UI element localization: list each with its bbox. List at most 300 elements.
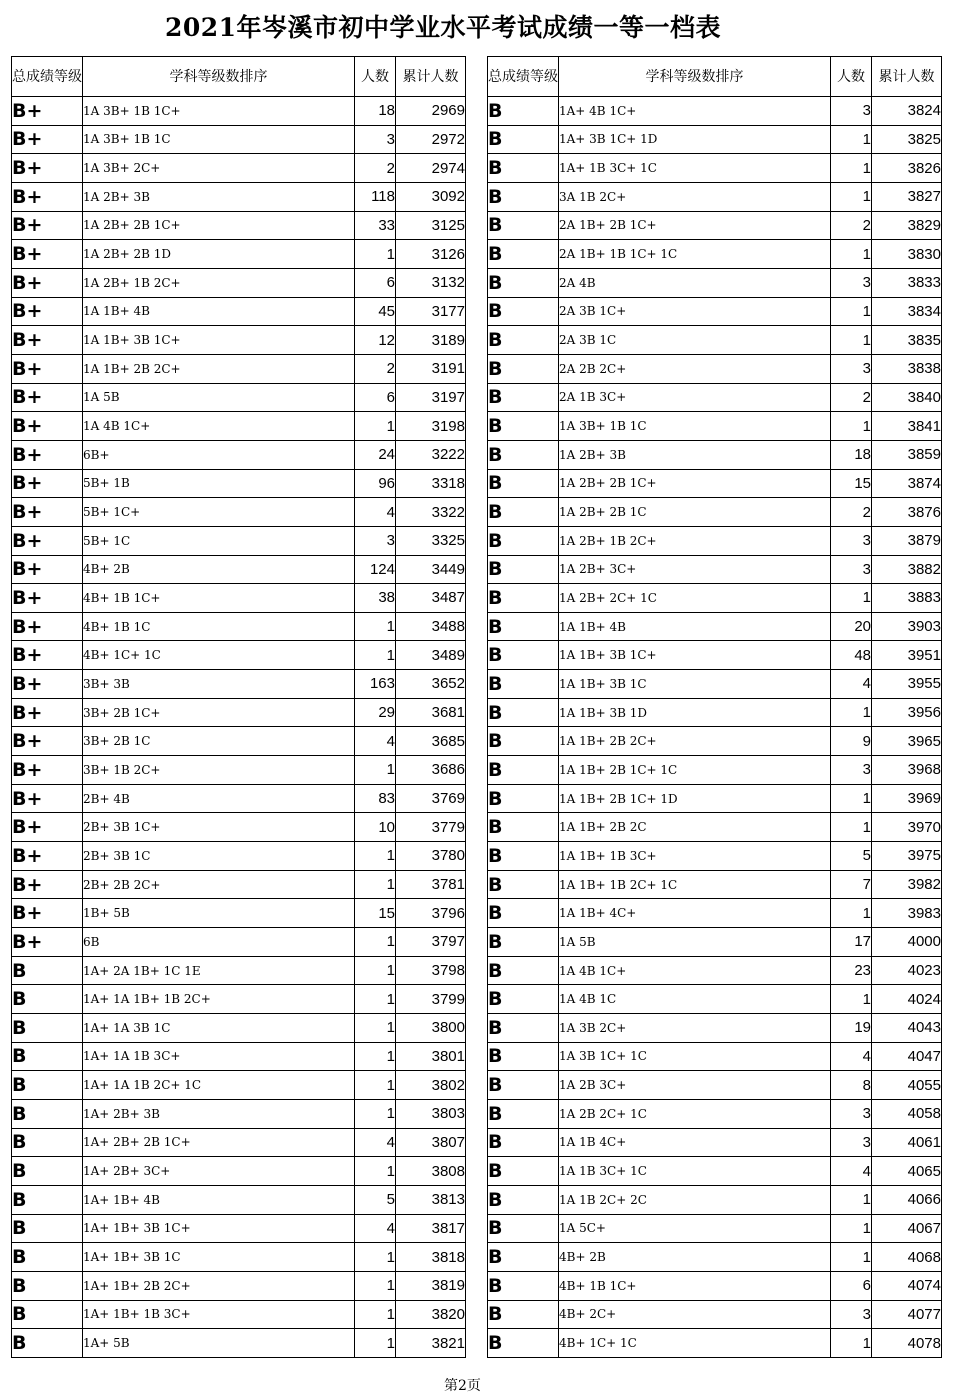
combo-cell: 1A 2B 2C+ 1C	[559, 1099, 831, 1128]
table-row	[488, 412, 942, 441]
grade-cell: B+	[12, 727, 83, 756]
count-cell: 3	[831, 354, 872, 383]
grade-cell: B	[488, 555, 559, 584]
header-cumulative: 累计人数	[396, 57, 466, 97]
cumulative-cell: 3819	[396, 1271, 466, 1300]
cumulative-cell: 3838	[872, 354, 942, 383]
grade-cell: B	[12, 1300, 83, 1329]
count-cell: 33	[355, 211, 396, 240]
table-row	[12, 1157, 466, 1186]
cumulative-cell: 4068	[872, 1243, 942, 1272]
grade-cell: B	[488, 899, 559, 928]
count-cell: 1	[831, 584, 872, 613]
combo-cell: 1A 2B+ 2B 1D	[83, 240, 355, 269]
cumulative-cell: 3956	[872, 698, 942, 727]
combo-cell: 1A+ 2B+ 2B 1C+	[83, 1128, 355, 1157]
grade-cell: B	[488, 1128, 559, 1157]
grade-cell: B+	[12, 612, 83, 641]
count-cell: 1	[831, 182, 872, 211]
grade-cell: B+	[12, 928, 83, 957]
count-cell: 24	[355, 440, 396, 469]
cumulative-cell: 3685	[396, 727, 466, 756]
cumulative-cell: 3970	[872, 813, 942, 842]
cumulative-cell: 3801	[396, 1042, 466, 1071]
combo-cell: 1A 1B+ 3B 1C+	[83, 326, 355, 355]
count-cell: 1	[355, 1243, 396, 1272]
combo-cell: 1A 1B+ 3B 1D	[559, 698, 831, 727]
count-cell: 6	[831, 1271, 872, 1300]
count-cell: 96	[355, 469, 396, 498]
count-cell: 1	[831, 784, 872, 813]
grade-cell: B	[12, 1185, 83, 1214]
grade-cell: B	[488, 440, 559, 469]
count-cell: 19	[831, 1014, 872, 1043]
count-cell: 7	[831, 870, 872, 899]
combo-cell: 2B+ 4B	[83, 784, 355, 813]
combo-cell: 4B+ 1B 1C	[83, 612, 355, 641]
cumulative-cell: 3781	[396, 870, 466, 899]
table-row	[488, 354, 942, 383]
count-cell: 18	[831, 440, 872, 469]
table-row	[488, 1300, 942, 1329]
grade-cell: B+	[12, 297, 83, 326]
table-row	[488, 498, 942, 527]
table-header-row	[488, 57, 942, 97]
table-row	[488, 784, 942, 813]
grade-cell: B	[488, 1099, 559, 1128]
grade-cell: B+	[12, 526, 83, 555]
table-row	[488, 182, 942, 211]
cumulative-cell: 3197	[396, 383, 466, 412]
combo-cell: 1A 5B	[559, 928, 831, 957]
table-row	[488, 670, 942, 699]
combo-cell: 4B+ 1B 1C+	[83, 584, 355, 613]
page-title: 2021年岑溪市初中学业水平考试成绩一等一档表	[164, 13, 722, 42]
combo-cell: 1A 2B+ 2B 1C+	[559, 469, 831, 498]
count-cell: 1	[355, 412, 396, 441]
combo-cell: 1A+ 1B+ 1B 3C+	[83, 1300, 355, 1329]
count-cell: 3	[831, 756, 872, 785]
grade-cell: B+	[12, 383, 83, 412]
table-row	[12, 182, 466, 211]
combo-cell: 2A 2B 2C+	[559, 354, 831, 383]
count-cell: 1	[355, 756, 396, 785]
cumulative-cell: 3841	[872, 412, 942, 441]
grade-cell: B+	[12, 641, 83, 670]
grade-cell: B	[12, 1271, 83, 1300]
table-row	[12, 383, 466, 412]
table-row	[488, 1271, 942, 1300]
count-cell: 2	[831, 383, 872, 412]
combo-cell: 1A+ 5B	[83, 1329, 355, 1358]
count-cell: 29	[355, 698, 396, 727]
combo-cell: 4B+ 1B 1C+	[559, 1271, 831, 1300]
count-cell: 1	[355, 842, 396, 871]
grade-cell: B+	[12, 784, 83, 813]
cumulative-cell: 3859	[872, 440, 942, 469]
count-cell: 1	[355, 1157, 396, 1186]
cumulative-cell: 3191	[396, 354, 466, 383]
cumulative-cell: 3955	[872, 670, 942, 699]
combo-cell: 1A 2B+ 2B 1C+	[83, 211, 355, 240]
grade-cell: B+	[12, 97, 83, 126]
grade-cell: B	[12, 1157, 83, 1186]
combo-cell: 1A+ 1A 1B 3C+	[83, 1042, 355, 1071]
combo-cell: 1A 2B+ 3B	[83, 182, 355, 211]
grade-cell: B	[488, 326, 559, 355]
table-row	[488, 526, 942, 555]
grade-cell: B	[488, 383, 559, 412]
table-row	[12, 784, 466, 813]
table-row	[488, 125, 942, 154]
table-row	[488, 641, 942, 670]
table-row	[488, 1329, 942, 1358]
table-row	[12, 154, 466, 183]
combo-cell: 1A 1B+ 4B	[559, 612, 831, 641]
grade-cell: B	[488, 1185, 559, 1214]
grade-cell: B	[488, 985, 559, 1014]
count-cell: 2	[355, 354, 396, 383]
cumulative-cell: 3821	[396, 1329, 466, 1358]
table-row	[12, 240, 466, 269]
combo-cell: 1A 3B+ 1B 1C	[559, 412, 831, 441]
grade-cell: B+	[12, 670, 83, 699]
grade-cell: B	[488, 870, 559, 899]
cumulative-cell: 3882	[872, 555, 942, 584]
combo-cell: 3B+ 3B	[83, 670, 355, 699]
combo-cell: 5B+ 1C	[83, 526, 355, 555]
combo-cell: 1A 4B 1C+	[559, 956, 831, 985]
count-cell: 4	[355, 727, 396, 756]
table-row	[488, 268, 942, 297]
table-row	[12, 498, 466, 527]
combo-cell: 1B+ 5B	[83, 899, 355, 928]
combo-cell: 1A 3B+ 1B 1C	[83, 125, 355, 154]
table-row	[12, 813, 466, 842]
table-row	[12, 899, 466, 928]
combo-cell: 5B+ 1C+	[83, 498, 355, 527]
table-row	[488, 555, 942, 584]
count-cell: 23	[831, 956, 872, 985]
cumulative-cell: 3126	[396, 240, 466, 269]
cumulative-cell: 4066	[872, 1185, 942, 1214]
header-grade: 总成绩等级	[12, 57, 83, 97]
count-cell: 83	[355, 784, 396, 813]
grade-cell: B+	[12, 211, 83, 240]
table-row	[12, 412, 466, 441]
combo-cell: 1A 3B 1C+ 1C	[559, 1042, 831, 1071]
cumulative-cell: 4023	[872, 956, 942, 985]
grade-cell: B+	[12, 412, 83, 441]
count-cell: 6	[355, 268, 396, 297]
combo-cell: 1A 2B+ 3C+	[559, 555, 831, 584]
table-row	[12, 956, 466, 985]
count-cell: 3	[831, 526, 872, 555]
grade-cell: B	[488, 784, 559, 813]
combo-cell: 1A 1B 2C+ 2C	[559, 1185, 831, 1214]
count-cell: 10	[355, 813, 396, 842]
grade-cell: B+	[12, 899, 83, 928]
grade-cell: B	[488, 469, 559, 498]
table-row	[488, 870, 942, 899]
combo-cell: 1A 2B+ 3B	[559, 440, 831, 469]
combo-cell: 2B+ 3B 1C+	[83, 813, 355, 842]
combo-cell: 4B+ 2B	[559, 1243, 831, 1272]
cumulative-cell: 3092	[396, 182, 466, 211]
cumulative-cell: 4055	[872, 1071, 942, 1100]
count-cell: 1	[355, 956, 396, 985]
grade-cell: B	[12, 1099, 83, 1128]
cumulative-cell: 3779	[396, 813, 466, 842]
combo-cell: 1A 5C+	[559, 1214, 831, 1243]
header-count: 人数	[355, 57, 396, 97]
table-row	[12, 1214, 466, 1243]
cumulative-cell: 3903	[872, 612, 942, 641]
combo-cell: 1A 1B+ 3B 1C+	[559, 641, 831, 670]
cumulative-cell: 3807	[396, 1128, 466, 1157]
cumulative-cell: 3799	[396, 985, 466, 1014]
count-cell: 1	[831, 1329, 872, 1358]
combo-cell: 2A 1B+ 1B 1C+ 1C	[559, 240, 831, 269]
grade-cell: B	[488, 813, 559, 842]
count-cell: 6	[355, 383, 396, 412]
combo-cell: 1A 1B+ 4C+	[559, 899, 831, 928]
grade-cell: B	[488, 928, 559, 957]
table-row	[12, 641, 466, 670]
combo-cell: 1A 1B+ 3B 1C	[559, 670, 831, 699]
table-row	[488, 928, 942, 957]
cumulative-cell: 3834	[872, 297, 942, 326]
cumulative-cell: 3817	[396, 1214, 466, 1243]
table-row	[12, 870, 466, 899]
grade-cell: B	[488, 612, 559, 641]
cumulative-cell: 4000	[872, 928, 942, 957]
combo-cell: 1A 4B 1C+	[83, 412, 355, 441]
combo-cell: 1A 5B	[83, 383, 355, 412]
grade-cell: B+	[12, 440, 83, 469]
table-row	[12, 612, 466, 641]
count-cell: 1	[831, 240, 872, 269]
cumulative-cell: 4024	[872, 985, 942, 1014]
grade-cell: B	[488, 1014, 559, 1043]
combo-cell: 1A 3B+ 2C+	[83, 154, 355, 183]
cumulative-cell: 4074	[872, 1271, 942, 1300]
table-row	[12, 555, 466, 584]
count-cell: 1	[831, 1185, 872, 1214]
cumulative-cell: 3322	[396, 498, 466, 527]
cumulative-cell: 3983	[872, 899, 942, 928]
table-row	[488, 383, 942, 412]
cumulative-cell: 3829	[872, 211, 942, 240]
combo-cell: 5B+ 1B	[83, 469, 355, 498]
grade-cell: B	[12, 1214, 83, 1243]
table-row	[488, 1243, 942, 1272]
count-cell: 1	[831, 326, 872, 355]
cumulative-cell: 3198	[396, 412, 466, 441]
combo-cell: 2A 1B 3C+	[559, 383, 831, 412]
grade-cell: B+	[12, 326, 83, 355]
count-cell: 8	[831, 1071, 872, 1100]
count-cell: 2	[831, 498, 872, 527]
cumulative-cell: 3489	[396, 641, 466, 670]
combo-cell: 6B	[83, 928, 355, 957]
table-row	[12, 268, 466, 297]
combo-cell: 1A 1B+ 1B 2C+ 1C	[559, 870, 831, 899]
grade-cell: B	[488, 1300, 559, 1329]
combo-cell: 1A+ 1A 1B 2C+ 1C	[83, 1071, 355, 1100]
cumulative-cell: 3808	[396, 1157, 466, 1186]
count-cell: 4	[355, 1128, 396, 1157]
combo-cell: 1A 1B+ 1B 3C+	[559, 842, 831, 871]
cumulative-cell: 3827	[872, 182, 942, 211]
cumulative-cell: 3132	[396, 268, 466, 297]
cumulative-cell: 3813	[396, 1185, 466, 1214]
cumulative-cell: 3874	[872, 469, 942, 498]
table-row	[12, 1329, 466, 1358]
cumulative-cell: 3780	[396, 842, 466, 871]
cumulative-cell: 3800	[396, 1014, 466, 1043]
cumulative-cell: 3652	[396, 670, 466, 699]
table-row	[488, 842, 942, 871]
grade-cell: B	[12, 1329, 83, 1358]
table-row	[488, 240, 942, 269]
combo-cell: 1A 1B+ 2B 2C	[559, 813, 831, 842]
count-cell: 18	[355, 97, 396, 126]
count-cell: 3	[831, 1128, 872, 1157]
table-row	[12, 584, 466, 613]
grade-cell: B	[488, 842, 559, 871]
table-row	[488, 1014, 942, 1043]
count-cell: 4	[831, 1157, 872, 1186]
count-cell: 118	[355, 182, 396, 211]
combo-cell: 1A 1B+ 2B 1C+ 1D	[559, 784, 831, 813]
cumulative-cell: 3222	[396, 440, 466, 469]
cumulative-cell: 3826	[872, 154, 942, 183]
table-row	[12, 1128, 466, 1157]
cumulative-cell: 4047	[872, 1042, 942, 1071]
combo-cell: 1A+ 1A 3B 1C	[83, 1014, 355, 1043]
table-row	[12, 1099, 466, 1128]
combo-cell: 1A+ 2A 1B+ 1C 1E	[83, 956, 355, 985]
grade-cell: B+	[12, 125, 83, 154]
combo-cell: 1A 1B+ 2B 1C+ 1C	[559, 756, 831, 785]
cumulative-cell: 2974	[396, 154, 466, 183]
combo-cell: 1A 2B+ 1B 2C+	[83, 268, 355, 297]
combo-cell: 6B+	[83, 440, 355, 469]
table-body	[488, 97, 942, 1358]
table-row	[12, 1071, 466, 1100]
combo-cell: 3B+ 2B 1C+	[83, 698, 355, 727]
cumulative-cell: 2969	[396, 97, 466, 126]
count-cell: 1	[831, 813, 872, 842]
table-row	[488, 1157, 942, 1186]
count-cell: 3	[355, 526, 396, 555]
count-cell: 15	[831, 469, 872, 498]
count-cell: 2	[355, 154, 396, 183]
count-cell: 1	[355, 870, 396, 899]
cumulative-cell: 3797	[396, 928, 466, 957]
header-combo: 学科等级数排序	[83, 57, 355, 97]
combo-cell: 4B+ 1C+ 1C	[559, 1329, 831, 1358]
count-cell: 48	[831, 641, 872, 670]
grade-cell: B+	[12, 154, 83, 183]
count-cell: 20	[831, 612, 872, 641]
cumulative-cell: 3840	[872, 383, 942, 412]
grade-cell: B	[488, 97, 559, 126]
grade-cell: B	[488, 584, 559, 613]
cumulative-cell: 3796	[396, 899, 466, 928]
cumulative-cell: 3802	[396, 1071, 466, 1100]
combo-cell: 1A+ 3B 1C+ 1D	[559, 125, 831, 154]
combo-cell: 1A 3B+ 1B 1C+	[83, 97, 355, 126]
table-row	[12, 1271, 466, 1300]
cumulative-cell: 3820	[396, 1300, 466, 1329]
combo-cell: 1A 4B 1C	[559, 985, 831, 1014]
grade-cell: B	[488, 297, 559, 326]
table-row	[488, 1099, 942, 1128]
count-cell: 1	[355, 1071, 396, 1100]
grade-cell: B	[12, 1071, 83, 1100]
grade-cell: B	[12, 1042, 83, 1071]
combo-cell: 1A 3B 2C+	[559, 1014, 831, 1043]
grade-cell: B+	[12, 870, 83, 899]
table-row	[488, 297, 942, 326]
table-row	[12, 670, 466, 699]
count-cell: 1	[355, 1329, 396, 1358]
combo-cell: 3B+ 2B 1C	[83, 727, 355, 756]
page-number: 第2页	[444, 1378, 481, 1394]
grade-cell: B	[488, 268, 559, 297]
count-cell: 1	[831, 698, 872, 727]
grade-cell: B	[488, 1157, 559, 1186]
table-row	[488, 440, 942, 469]
count-cell: 1	[831, 985, 872, 1014]
count-cell: 1	[355, 928, 396, 957]
cumulative-cell: 3883	[872, 584, 942, 613]
cumulative-cell: 3487	[396, 584, 466, 613]
table-row	[12, 928, 466, 957]
combo-cell: 1A 2B 3C+	[559, 1071, 831, 1100]
cumulative-cell: 3965	[872, 727, 942, 756]
combo-cell: 1A+ 1B+ 3B 1C	[83, 1243, 355, 1272]
grade-cell: B	[488, 1214, 559, 1243]
table-row	[488, 584, 942, 613]
cumulative-cell: 3824	[872, 97, 942, 126]
cumulative-cell: 4043	[872, 1014, 942, 1043]
table-row	[488, 1071, 942, 1100]
count-cell: 3	[831, 1300, 872, 1329]
table-row	[12, 97, 466, 126]
grade-cell: B	[488, 211, 559, 240]
combo-cell: 1A+ 2B+ 3C+	[83, 1157, 355, 1186]
table-row	[12, 756, 466, 785]
cumulative-cell: 4067	[872, 1214, 942, 1243]
count-cell: 17	[831, 928, 872, 957]
count-cell: 1	[355, 240, 396, 269]
cumulative-cell: 4058	[872, 1099, 942, 1128]
grade-cell: B+	[12, 842, 83, 871]
cumulative-cell: 3879	[872, 526, 942, 555]
grade-cell: B	[488, 412, 559, 441]
count-cell: 4	[355, 498, 396, 527]
cumulative-cell: 3982	[872, 870, 942, 899]
count-cell: 1	[831, 1214, 872, 1243]
table-header-row	[12, 57, 466, 97]
table-row	[488, 1042, 942, 1071]
table-body	[12, 97, 466, 1358]
count-cell: 1	[831, 899, 872, 928]
cumulative-cell: 3325	[396, 526, 466, 555]
